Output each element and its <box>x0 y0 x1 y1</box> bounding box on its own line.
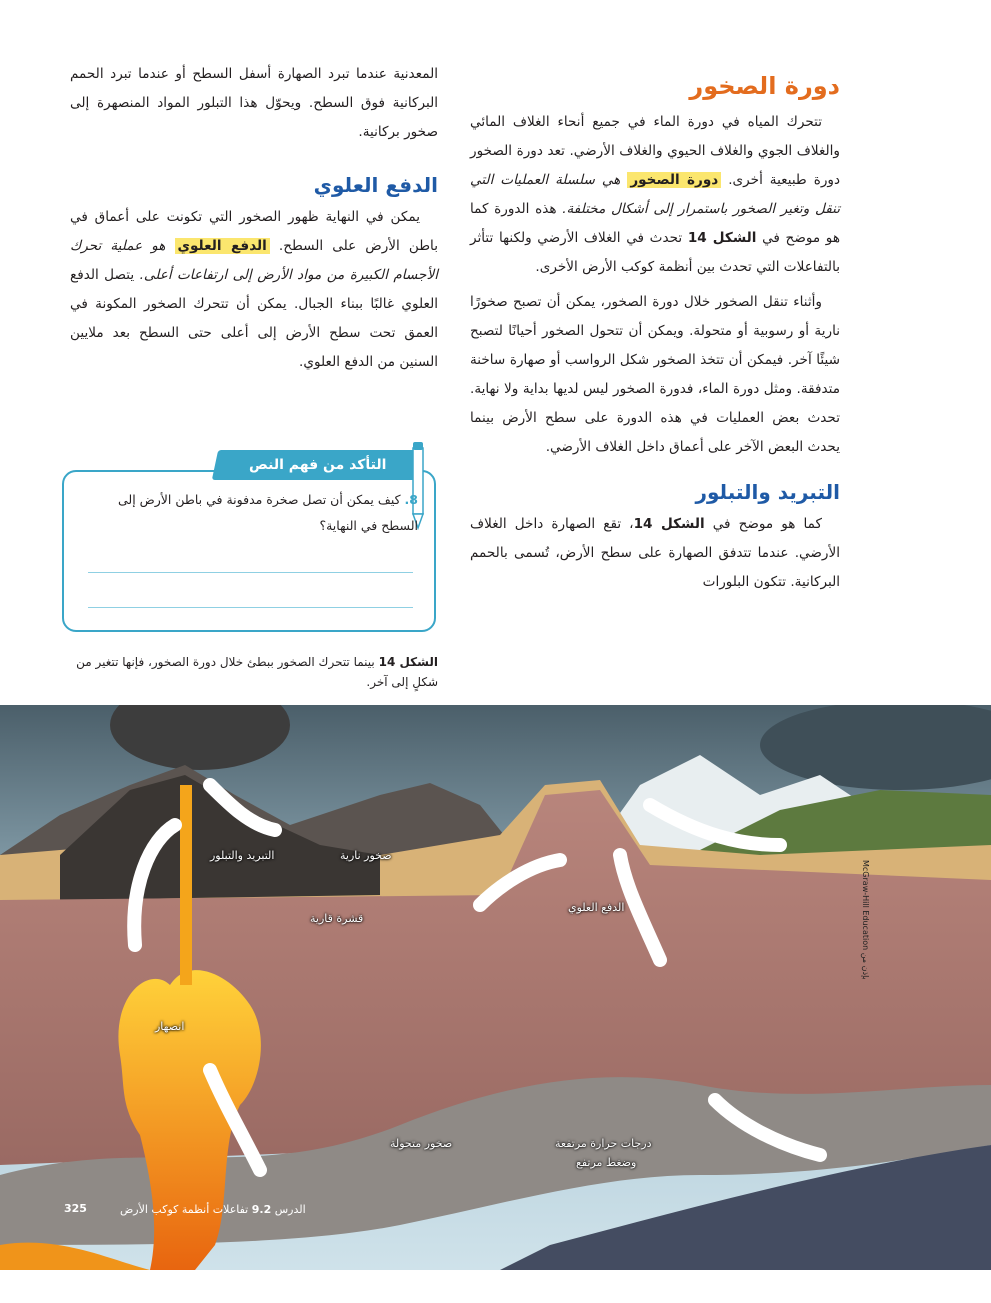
lava-conduit <box>180 785 192 985</box>
rock-cycle-cont-b: تحدث في الغلاف الأرضي ولكنها تتأثر بالتفاعلات التي تحدث بين أنظمة كوكب الأرض الأخرى. <box>470 230 840 275</box>
figure-caption-label: الشكل 14 <box>378 655 438 669</box>
rock-cycle-title: دورة الصخور <box>689 72 840 100</box>
label-heat-pressure-1: درجات حرارة مرتفعة <box>555 1137 652 1150</box>
cooling-title: التبريد والتبلور <box>695 480 840 504</box>
cooling-text-b: ، تقع الصهارة داخل الغلاف الأرضي. عندما تتدفق الصهارة على سطح الأرض، تُسمى بالحمم البركانية. تتكون البلورات <box>470 516 840 590</box>
left-column <box>70 60 438 377</box>
cooling-paragraph-continued: المعدنية عندما تبرد الصهارة أسفل السطح أو عندما تبرد الحمم البركانية فوق السطح. ويحوّل هذا التبلور المواد المنصهرة إلى صخور بركانية. <box>70 66 438 140</box>
rock-cycle-intro: تتحرك المياه في دورة الماء في جميع أنحاء الغلاف المائي والغلاف الجوي والغلاف الحيوي والغلاف الأرضي. تعد دورة الصخور دورة طبيعية أخرى. <box>470 114 841 188</box>
label-metamorphic: صخور متحولة <box>390 1137 453 1150</box>
label-cooling: التبريد والتبلور <box>210 849 275 862</box>
question-text: كيف يمكن أن تصل صخرة مدفونة في باطن الأرض إلى السطح في النهاية؟ <box>117 492 418 533</box>
figure-caption <box>66 652 438 692</box>
answer-line-2[interactable] <box>88 607 413 608</box>
figure-caption-text: بينما تتحرك الصخور ببطئ خلال دورة الصخور، فإنها تتغير من شكلٍ إلى آخر. <box>76 655 438 689</box>
reading-check-tab <box>212 450 423 480</box>
question-number: 8. <box>404 492 418 507</box>
uplift-definition: هو عملية تحرك الأجسام الكبيرة من مواد الأرض إلى ارتفاعات أعلى. <box>70 238 438 283</box>
rock-cycle-term: دورة الصخور <box>627 172 721 188</box>
label-igneous: صخور نارية <box>340 849 392 862</box>
uplift-text-b: يتصل الدفع العلوي غالبًا ببناء الجبال. يمكن أن تتحرك الصخور المكونة في العمق تحت سطح الأرض إلى أعلى حتى السطح بعد ملايين السنين من الدفع العلوي. <box>70 267 438 370</box>
lesson-title: تفاعلات أنظمة كوكب الأرض <box>120 1203 249 1216</box>
rock-cycle-paragraph-2: وأثناء تنقل الصخور خلال دورة الصخور، يمكن أن تصبح صخورًا نارية أو رسوبية أو متحولة. ويمكن أن تتحول الصخور أحيانًا لتصبح شيئًا آخر. فيمكن أن تتخذ الصخور شكل الرواسب أو صهارة ساخنة متدفقة. ومثل دورة الماء، فدورة الصخور ليس لديها بداية ولا نهاية. تحدث بعض العمليات في هذه الدورة على سطح الأرض بينما يحدث البعض الآخر على أعماق داخل الغلاف الأرضي. <box>470 294 840 455</box>
reading-check-title: التأكد من فهم النص <box>248 457 387 473</box>
label-heat-pressure-2: وضغط مرتفع <box>576 1156 637 1169</box>
uplift-term: الدفع العلوي <box>175 238 270 254</box>
reading-check-question <box>90 487 418 539</box>
page-number: 325 <box>64 1202 87 1215</box>
page-footer <box>0 1199 991 1221</box>
lesson-number: 9.2 <box>251 1203 272 1216</box>
cooling-text-a: كما هو موضح في <box>712 516 823 532</box>
cooling-paragraph <box>470 510 840 597</box>
lesson-label: الدرس <box>274 1203 306 1216</box>
rock-cycle-illustration <box>0 705 991 1270</box>
figure-14-ref: الشكل 14 <box>687 230 757 246</box>
image-credit: McGraw-Hill Education بإذن من <box>861 860 870 980</box>
uplift-title: الدفع العلوي <box>313 173 438 197</box>
answer-line-1[interactable] <box>88 572 413 573</box>
label-uplift: الدفع العلوي <box>568 901 625 914</box>
figure-14-ref-2: الشكل 14 <box>633 516 705 532</box>
right-column <box>470 70 840 597</box>
rock-cycle-definition: هي سلسلة العمليات التي تنقل وتغير الصخور باستمرار إلى أشكال مختلفة. <box>470 172 840 217</box>
rock-cycle-cont-a: هذه الدورة كما هو موضح في <box>470 201 840 246</box>
uplift-paragraph <box>70 203 438 377</box>
lesson-info <box>120 1203 306 1216</box>
uplift-text-a: يمكن في النهاية ظهور الصخور التي تكونت على أعماق في باطن الأرض على السطح. <box>70 209 438 254</box>
label-melting: انصهار <box>155 1020 185 1033</box>
label-crust: قشرة قارية <box>310 912 364 925</box>
rock-cycle-paragraph-1 <box>470 108 840 282</box>
